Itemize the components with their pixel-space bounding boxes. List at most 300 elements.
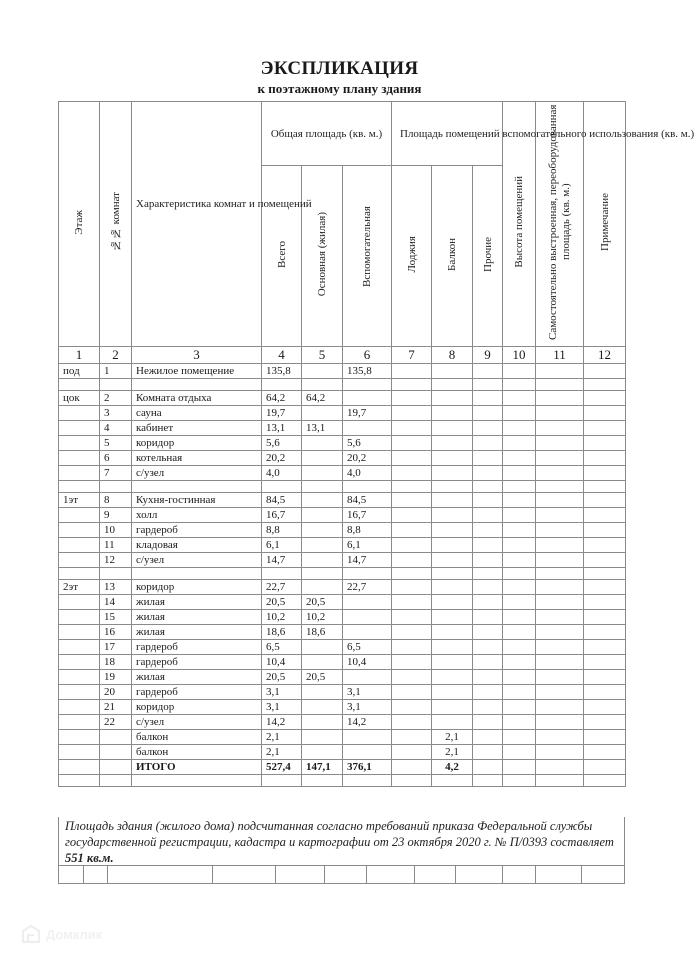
table-row: [59, 451, 626, 466]
floor-cell: [59, 625, 100, 640]
room-name-cell: [132, 379, 262, 391]
total-area-cell: 84,5: [262, 493, 302, 508]
loggia-cell: [392, 481, 432, 493]
room-no-cell: 16: [100, 625, 132, 640]
room-name-cell: Кухня-гостинная: [132, 493, 262, 508]
room-name-cell: кладовая: [132, 538, 262, 553]
total-area-cell: 20,2: [262, 451, 302, 466]
column-number: 10: [503, 347, 536, 364]
height-cell: [503, 640, 536, 655]
balcony-cell: [432, 580, 473, 595]
room-no-cell: 18: [100, 655, 132, 670]
table-row: [59, 595, 626, 610]
aux-area-cell: 8,8: [343, 523, 392, 538]
self-built-cell: [536, 481, 584, 493]
height-cell: [503, 700, 536, 715]
room-name-cell: Нежилое помещение: [132, 364, 262, 379]
floor-cell: [59, 640, 100, 655]
total-area-cell: 6,5: [262, 640, 302, 655]
height-cell: [503, 580, 536, 595]
header-characteristic: Характеристика комнат и помещений: [132, 102, 262, 347]
total-area-cell: 527,4: [262, 760, 302, 775]
floor-cell: [59, 670, 100, 685]
loggia-cell: [392, 508, 432, 523]
loggia-cell: [392, 595, 432, 610]
room-name-cell: с/узел: [132, 553, 262, 568]
room-no-cell: 12: [100, 553, 132, 568]
height-cell: [503, 508, 536, 523]
balcony-cell: [432, 700, 473, 715]
main-area-cell: [302, 364, 343, 379]
column-number: 9: [473, 347, 503, 364]
loggia-cell: [392, 775, 432, 787]
floor-cell: [59, 685, 100, 700]
main-area-cell: 10,2: [302, 610, 343, 625]
self-built-cell: [536, 436, 584, 451]
note-cell: [584, 640, 626, 655]
main-area-cell: [302, 493, 343, 508]
loggia-cell: [392, 421, 432, 436]
other-cell: [473, 508, 503, 523]
self-built-cell: [536, 685, 584, 700]
height-cell: [503, 421, 536, 436]
note-cell: [584, 595, 626, 610]
height-cell: [503, 523, 536, 538]
note-cell: [584, 745, 626, 760]
table-row: [59, 655, 626, 670]
height-cell: [503, 391, 536, 406]
room-name-cell: балкон: [132, 730, 262, 745]
height-cell: [503, 715, 536, 730]
room-name-cell: гардероб: [132, 523, 262, 538]
header-other: Прочие: [473, 166, 503, 347]
aux-area-cell: 6,5: [343, 640, 392, 655]
balcony-cell: [432, 715, 473, 730]
other-cell: [473, 685, 503, 700]
room-no-cell: 21: [100, 700, 132, 715]
self-built-cell: [536, 775, 584, 787]
aux-area-cell: [343, 745, 392, 760]
aux-area-cell: 6,1: [343, 538, 392, 553]
room-name-cell: балкон: [132, 745, 262, 760]
floor-cell: [59, 730, 100, 745]
column-number: 8: [432, 347, 473, 364]
main-area-cell: 18,6: [302, 625, 343, 640]
self-built-cell: [536, 508, 584, 523]
room-name-cell: жилая: [132, 625, 262, 640]
other-cell: [473, 379, 503, 391]
note-cell: [584, 670, 626, 685]
footnote-text: Площадь здания (жилого дома) подсчитанная согласно требований приказа Федеральной службы государственной регистрации, кадастра и картографии от 23 октября 2020 г. № П/0393 составляет: [65, 819, 614, 849]
total-area-cell: 4,0: [262, 466, 302, 481]
empty-cell: [456, 866, 503, 883]
main-area-cell: [302, 379, 343, 391]
height-cell: [503, 595, 536, 610]
room-name-cell: коридор: [132, 700, 262, 715]
height-cell: [503, 625, 536, 640]
other-cell: [473, 715, 503, 730]
other-cell: [473, 610, 503, 625]
balcony-cell: [432, 685, 473, 700]
room-name-cell: сауна: [132, 406, 262, 421]
room-no-cell: [100, 760, 132, 775]
self-built-cell: [536, 595, 584, 610]
room-name-cell: [132, 481, 262, 493]
column-number: 4: [262, 347, 302, 364]
explication-table: [58, 101, 694, 787]
other-cell: [473, 655, 503, 670]
aux-area-cell: [343, 481, 392, 493]
room-no-cell: 7: [100, 466, 132, 481]
note-cell: [584, 700, 626, 715]
total-area-cell: 10,4: [262, 655, 302, 670]
floor-cell: [59, 406, 100, 421]
empty-cell: [108, 866, 213, 883]
aux-area-cell: [343, 730, 392, 745]
height-cell: [503, 436, 536, 451]
height-cell: [503, 745, 536, 760]
column-numbers-row: [59, 347, 626, 364]
other-cell: [473, 700, 503, 715]
loggia-cell: [392, 700, 432, 715]
balcony-cell: [432, 451, 473, 466]
total-row: [59, 760, 626, 775]
balcony-cell: [432, 508, 473, 523]
floor-cell: [59, 538, 100, 553]
other-cell: [473, 391, 503, 406]
aux-area-cell: [343, 568, 392, 580]
main-area-cell: [302, 775, 343, 787]
floor-cell: [59, 523, 100, 538]
room-name-cell: жилая: [132, 595, 262, 610]
room-name-cell: Комната отдыха: [132, 391, 262, 406]
other-cell: [473, 364, 503, 379]
height-cell: [503, 364, 536, 379]
aux-area-cell: [343, 595, 392, 610]
empty-cell: [213, 866, 276, 883]
column-number: 2: [100, 347, 132, 364]
aux-area-cell: 20,2: [343, 451, 392, 466]
table-row: [59, 466, 626, 481]
floor-cell: [59, 595, 100, 610]
note-cell: [584, 451, 626, 466]
other-cell: [473, 580, 503, 595]
table-row: [59, 610, 626, 625]
loggia-cell: [392, 568, 432, 580]
empty-cell: [503, 866, 536, 883]
room-name-cell: кабинет: [132, 421, 262, 436]
balcony-cell: [432, 568, 473, 580]
header-aux-use-group: Площадь помещений вспомогательного использования (кв. м.): [392, 102, 503, 166]
note-cell: [584, 406, 626, 421]
main-area-cell: [302, 466, 343, 481]
separator-row: [59, 379, 626, 391]
note-cell: [584, 775, 626, 787]
floor-cell: под: [59, 364, 100, 379]
aux-area-cell: 19,7: [343, 406, 392, 421]
total-area-cell: 3,1: [262, 700, 302, 715]
height-cell: [503, 451, 536, 466]
watermark-brand: Домклик: [46, 926, 103, 942]
aux-area-cell: 14,2: [343, 715, 392, 730]
main-area-cell: 20,5: [302, 670, 343, 685]
column-number: 5: [302, 347, 343, 364]
total-area-cell: 6,1: [262, 538, 302, 553]
floor-cell: [59, 553, 100, 568]
table-row: [59, 700, 626, 715]
table-row: [59, 406, 626, 421]
balcony-cell: [432, 436, 473, 451]
aux-area-cell: 16,7: [343, 508, 392, 523]
room-name-cell: коридор: [132, 436, 262, 451]
total-area-cell: [262, 775, 302, 787]
aux-area-cell: [343, 625, 392, 640]
room-no-cell: 10: [100, 523, 132, 538]
table-row: [59, 421, 626, 436]
other-cell: [473, 451, 503, 466]
main-area-cell: [302, 481, 343, 493]
loggia-cell: [392, 580, 432, 595]
main-area-cell: [302, 406, 343, 421]
self-built-cell: [536, 406, 584, 421]
floor-cell: [59, 715, 100, 730]
document-title: ЭКСПЛИКАЦИЯ: [260, 58, 419, 79]
floor-cell: [59, 610, 100, 625]
room-no-cell: 9: [100, 508, 132, 523]
self-built-cell: [536, 451, 584, 466]
table-row: [59, 391, 626, 406]
header-balcony: Балкон: [432, 166, 473, 347]
aux-area-cell: 5,6: [343, 436, 392, 451]
footnote: [58, 817, 625, 866]
loggia-cell: [392, 466, 432, 481]
note-cell: [584, 760, 626, 775]
note-cell: [584, 553, 626, 568]
aux-area-cell: [343, 775, 392, 787]
aux-area-cell: [343, 421, 392, 436]
other-cell: [473, 775, 503, 787]
header-total: Всего: [262, 166, 302, 347]
room-no-cell: 3: [100, 406, 132, 421]
table-row: [59, 715, 626, 730]
other-cell: [473, 466, 503, 481]
table-row: [59, 640, 626, 655]
height-cell: [503, 379, 536, 391]
total-area-cell: [262, 568, 302, 580]
column-number: 11: [536, 347, 584, 364]
room-no-cell: 15: [100, 610, 132, 625]
house-logo-icon: [22, 925, 40, 943]
aux-area-cell: 22,7: [343, 580, 392, 595]
empty-cell: [59, 866, 84, 883]
self-built-cell: [536, 466, 584, 481]
other-cell: [473, 436, 503, 451]
room-name-cell: с/узел: [132, 466, 262, 481]
note-cell: [584, 364, 626, 379]
separator-row: [59, 568, 626, 580]
main-area-cell: [302, 523, 343, 538]
note-cell: [584, 508, 626, 523]
loggia-cell: [392, 610, 432, 625]
floor-cell: [59, 775, 100, 787]
note-cell: [584, 625, 626, 640]
note-cell: [584, 481, 626, 493]
header-height: Высота помещений: [503, 102, 536, 347]
table-row: [59, 493, 626, 508]
room-no-cell: 1: [100, 364, 132, 379]
header-auxiliary: Вспомогательная: [343, 166, 392, 347]
balcony-cell: [432, 538, 473, 553]
floor-cell: [59, 508, 100, 523]
floor-cell: [59, 481, 100, 493]
other-cell: [473, 760, 503, 775]
room-no-cell: [100, 730, 132, 745]
height-cell: [503, 493, 536, 508]
header-self-built: Самостоятельно выстроенная, переоборудованная площадь (кв. м.): [536, 102, 584, 347]
main-area-cell: [302, 451, 343, 466]
total-area-cell: 8,8: [262, 523, 302, 538]
self-built-cell: [536, 379, 584, 391]
balcony-cell: [432, 595, 473, 610]
aux-area-cell: 14,7: [343, 553, 392, 568]
height-cell: [503, 538, 536, 553]
self-built-cell: [536, 364, 584, 379]
total-area-cell: 135,8: [262, 364, 302, 379]
room-name-cell: жилая: [132, 670, 262, 685]
other-cell: [473, 625, 503, 640]
loggia-cell: [392, 436, 432, 451]
self-built-cell: [536, 625, 584, 640]
header-note: Примечание: [584, 102, 626, 347]
room-no-cell: 5: [100, 436, 132, 451]
aux-area-cell: [343, 610, 392, 625]
floor-cell: [59, 436, 100, 451]
self-built-cell: [536, 655, 584, 670]
note-cell: [584, 421, 626, 436]
room-no-cell: 22: [100, 715, 132, 730]
room-no-cell: [100, 775, 132, 787]
self-built-cell: [536, 391, 584, 406]
main-area-cell: 13,1: [302, 421, 343, 436]
note-cell: [584, 436, 626, 451]
other-cell: [473, 538, 503, 553]
room-name-cell: гардероб: [132, 655, 262, 670]
other-cell: [473, 523, 503, 538]
room-name-cell: с/узел: [132, 715, 262, 730]
note-cell: [584, 580, 626, 595]
self-built-cell: [536, 580, 584, 595]
note-cell: [584, 538, 626, 553]
separator-row: [59, 481, 626, 493]
room-no-cell: 14: [100, 595, 132, 610]
table-row: [59, 685, 626, 700]
total-area-cell: 2,1: [262, 745, 302, 760]
loggia-cell: [392, 640, 432, 655]
balcony-cell: [432, 655, 473, 670]
total-area-cell: 64,2: [262, 391, 302, 406]
column-number: 1: [59, 347, 100, 364]
room-no-cell: 4: [100, 421, 132, 436]
loggia-cell: [392, 391, 432, 406]
total-area-cell: 14,2: [262, 715, 302, 730]
room-no-cell: [100, 568, 132, 580]
balcony-cell: [432, 670, 473, 685]
loggia-cell: [392, 655, 432, 670]
note-cell: [584, 391, 626, 406]
loggia-cell: [392, 745, 432, 760]
height-cell: [503, 481, 536, 493]
main-area-cell: [302, 700, 343, 715]
table-row: [59, 523, 626, 538]
room-no-cell: 13: [100, 580, 132, 595]
loggia-cell: [392, 364, 432, 379]
note-cell: [584, 493, 626, 508]
balcony-cell: [432, 625, 473, 640]
header-loggia: Лоджия: [392, 166, 432, 347]
note-cell: [584, 568, 626, 580]
main-area-cell: [302, 553, 343, 568]
empty-cell: [276, 866, 325, 883]
height-cell: [503, 760, 536, 775]
room-name-cell: [132, 775, 262, 787]
main-area-cell: [302, 655, 343, 670]
loggia-cell: [392, 523, 432, 538]
balcony-cell: 4,2: [432, 760, 473, 775]
self-built-cell: [536, 610, 584, 625]
other-cell: [473, 421, 503, 436]
column-number: 7: [392, 347, 432, 364]
self-built-cell: [536, 538, 584, 553]
aux-area-cell: 4,0: [343, 466, 392, 481]
balcony-cell: [432, 391, 473, 406]
separator-row: [59, 775, 626, 787]
height-cell: [503, 670, 536, 685]
main-area-cell: [302, 745, 343, 760]
room-no-cell: 20: [100, 685, 132, 700]
aux-area-cell: 3,1: [343, 700, 392, 715]
self-built-cell: [536, 640, 584, 655]
self-built-cell: [536, 700, 584, 715]
aux-area-cell: 10,4: [343, 655, 392, 670]
balcony-cell: [432, 481, 473, 493]
main-area-cell: [302, 640, 343, 655]
total-area-cell: 14,7: [262, 553, 302, 568]
loggia-cell: [392, 715, 432, 730]
aux-area-cell: [343, 391, 392, 406]
floor-cell: [59, 451, 100, 466]
note-cell: [584, 379, 626, 391]
loggia-cell: [392, 625, 432, 640]
other-cell: [473, 640, 503, 655]
main-area-cell: 64,2: [302, 391, 343, 406]
main-area-cell: [302, 685, 343, 700]
empty-bottom-row: [58, 866, 625, 884]
balcony-cell: [432, 775, 473, 787]
room-no-cell: 2: [100, 391, 132, 406]
watermark: [22, 925, 102, 943]
loggia-cell: [392, 760, 432, 775]
table-row: [59, 625, 626, 640]
room-name-cell: жилая: [132, 610, 262, 625]
balcony-cell: [432, 421, 473, 436]
header-main-living: Основная (жилая): [302, 166, 343, 347]
empty-cell: [582, 866, 624, 883]
table-row: [59, 553, 626, 568]
floor-cell: [59, 379, 100, 391]
loggia-cell: [392, 451, 432, 466]
loggia-cell: [392, 730, 432, 745]
other-cell: [473, 481, 503, 493]
